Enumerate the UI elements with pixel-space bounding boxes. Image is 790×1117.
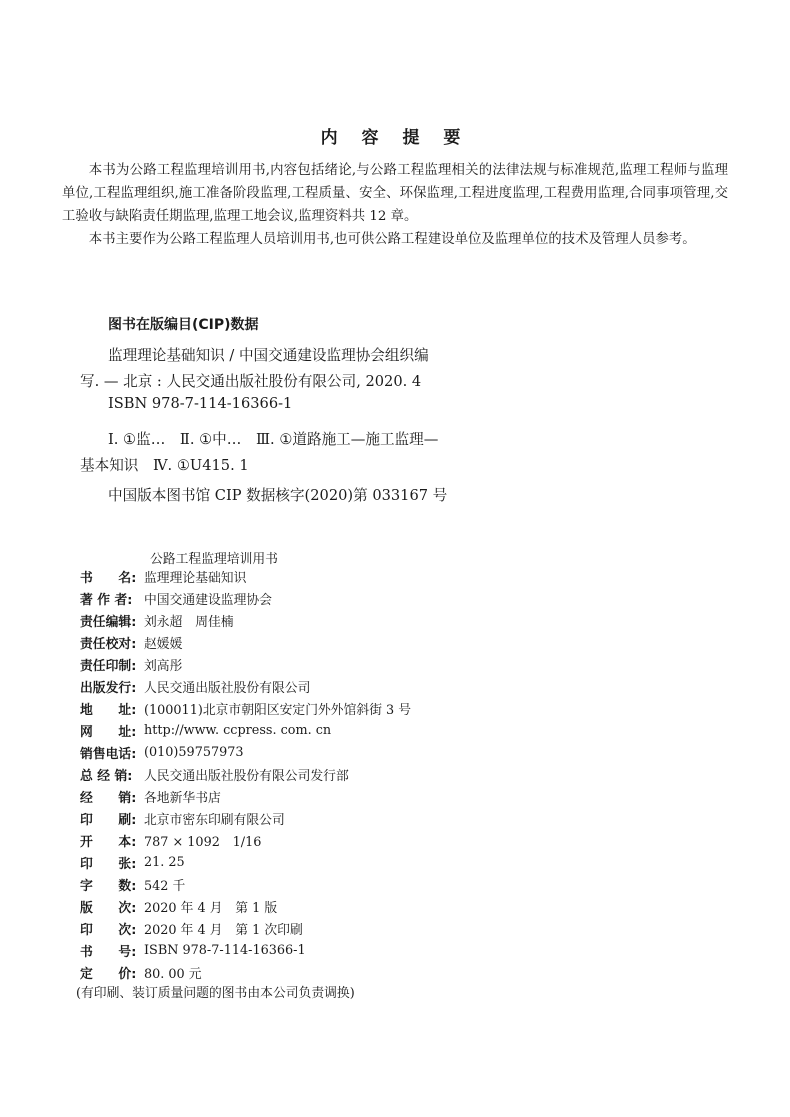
colophon-value: 赵媛媛 bbox=[144, 636, 183, 652]
colophon-label: 书 名: bbox=[80, 570, 137, 586]
colophon-value: 2020 年 4 月 第 1 版 bbox=[144, 900, 278, 916]
colophon-label: 经 销: bbox=[80, 790, 137, 806]
series-name: 公路工程监理培训用书 bbox=[150, 552, 278, 567]
colophon-value: 人民交通出版社股份有限公司 bbox=[144, 680, 311, 696]
summary-paragraph-1: 本书为公路工程监理培训用书,内容包括绪论,与公路工程监理相关的法律法规与标准规范,监理工程师与监理单位,工程监理组织,施工准备阶段监理,工程质量、安全、环保监理,工程进度监理,工程费用监理,合同事项管理,交工验收与缺陷责任期监理,监理工地会议,监理资料共 12 章。 bbox=[62, 163, 728, 224]
colophon-row-price bbox=[80, 961, 202, 983]
colophon-value: 人民交通出版社股份有限公司发行部 bbox=[144, 768, 349, 784]
colophon-label: 网 址: bbox=[80, 724, 137, 740]
colophon-value: 2020 年 4 月 第 1 次印刷 bbox=[144, 922, 303, 938]
colophon-value: (010)59757973 bbox=[144, 744, 244, 760]
colophon-value: 中国交通建设监理协会 bbox=[144, 592, 272, 608]
colophon-label: 版 次: bbox=[80, 900, 137, 916]
colophon-row-printing-manager bbox=[80, 653, 182, 675]
cip-line-3: ISBN 978-7-114-16366-1 bbox=[108, 395, 293, 412]
colophon-row-printer bbox=[80, 807, 285, 829]
colophon-row-title bbox=[80, 565, 246, 587]
colophon-value: 刘永超 周佳楠 bbox=[144, 614, 234, 630]
colophon-value: 北京市密东印刷有限公司 bbox=[144, 812, 285, 828]
colophon-value: (100011)北京市朝阳区安定门外外馆斜街 3 号 bbox=[144, 702, 412, 718]
colophon-row-seller bbox=[80, 785, 221, 807]
colophon-label: 印 刷: bbox=[80, 812, 137, 828]
colophon-value: 80. 00 元 bbox=[144, 966, 202, 982]
colophon-label: 责任编辑: bbox=[80, 614, 137, 630]
colophon-row-author bbox=[80, 587, 272, 609]
colophon-row-format bbox=[80, 829, 261, 851]
cip-line-5: 基本知识 Ⅳ. ①U415. 1 bbox=[80, 457, 249, 474]
colophon-label: 责任校对: bbox=[80, 636, 137, 652]
colophon-row-word-count bbox=[80, 873, 185, 895]
colophon-label: 字 数: bbox=[80, 878, 137, 894]
colophon-row-proofreader bbox=[80, 631, 182, 653]
colophon-row-address bbox=[80, 697, 411, 719]
colophon-label: 印 次: bbox=[80, 922, 137, 938]
colophon-label: 开 本: bbox=[80, 834, 137, 850]
colophon-value: 各地新华书店 bbox=[144, 790, 221, 806]
colophon-label: 销售电话: bbox=[80, 746, 137, 762]
colophon-row-edition bbox=[80, 895, 277, 917]
colophon-row-distributor bbox=[80, 763, 349, 785]
summary-title: 内 容 提 要 bbox=[320, 128, 470, 148]
cip-line-6: 中国版本图书馆 CIP 数据核字(2020)第 033167 号 bbox=[108, 487, 448, 504]
colophon-row-isbn bbox=[80, 939, 306, 961]
colophon-row-sheets bbox=[80, 851, 185, 873]
colophon-value: 监理理论基础知识 bbox=[144, 570, 247, 586]
colophon-value: 542 千 bbox=[144, 878, 186, 894]
colophon-label: 出版发行: bbox=[80, 680, 137, 696]
colophon-label: 印 张: bbox=[80, 856, 137, 872]
colophon-label: 地 址: bbox=[80, 702, 137, 718]
colophon-row-printing bbox=[80, 917, 303, 939]
quality-note: (有印刷、装订质量问题的图书由本公司负责调换) bbox=[76, 986, 355, 1001]
colophon-label: 责任印制: bbox=[80, 658, 137, 674]
colophon-label: 书 号: bbox=[80, 944, 137, 960]
cip-line-1: 监理理论基础知识 / 中国交通建设监理协会组织编 bbox=[108, 347, 429, 364]
colophon-row-sales-phone bbox=[80, 741, 244, 763]
colophon-row-website bbox=[80, 719, 331, 741]
colophon-label: 总 经 销: bbox=[80, 768, 133, 784]
colophon-row-editor bbox=[80, 609, 234, 631]
colophon-label: 著 作 者: bbox=[80, 592, 133, 608]
cip-line-4: Ⅰ. ①监… Ⅱ. ①中… Ⅲ. ①道路施工—施工监理— bbox=[108, 431, 439, 448]
colophon-value: 刘高彤 bbox=[144, 658, 183, 674]
summary-paragraph-2: 本书主要作为公路工程监理人员培训用书,也可供公路工程建设单位及监理单位的技术及管理人员参考。 bbox=[88, 232, 696, 247]
colophon-row-publisher bbox=[80, 675, 310, 697]
cip-heading: 图书在版编目(CIP)数据 bbox=[108, 317, 259, 333]
colophon-label: 定 价: bbox=[80, 966, 137, 982]
colophon-value: http://www. ccpress. com. cn bbox=[144, 722, 332, 738]
cip-line-2: 写. — 北京 : 人民交通出版社股份有限公司, 2020. 4 bbox=[80, 373, 422, 390]
colophon-value: ISBN 978-7-114-16366-1 bbox=[144, 942, 306, 958]
colophon-value: 21. 25 bbox=[144, 854, 185, 870]
colophon-value: 787 × 1092 1/16 bbox=[144, 834, 262, 850]
